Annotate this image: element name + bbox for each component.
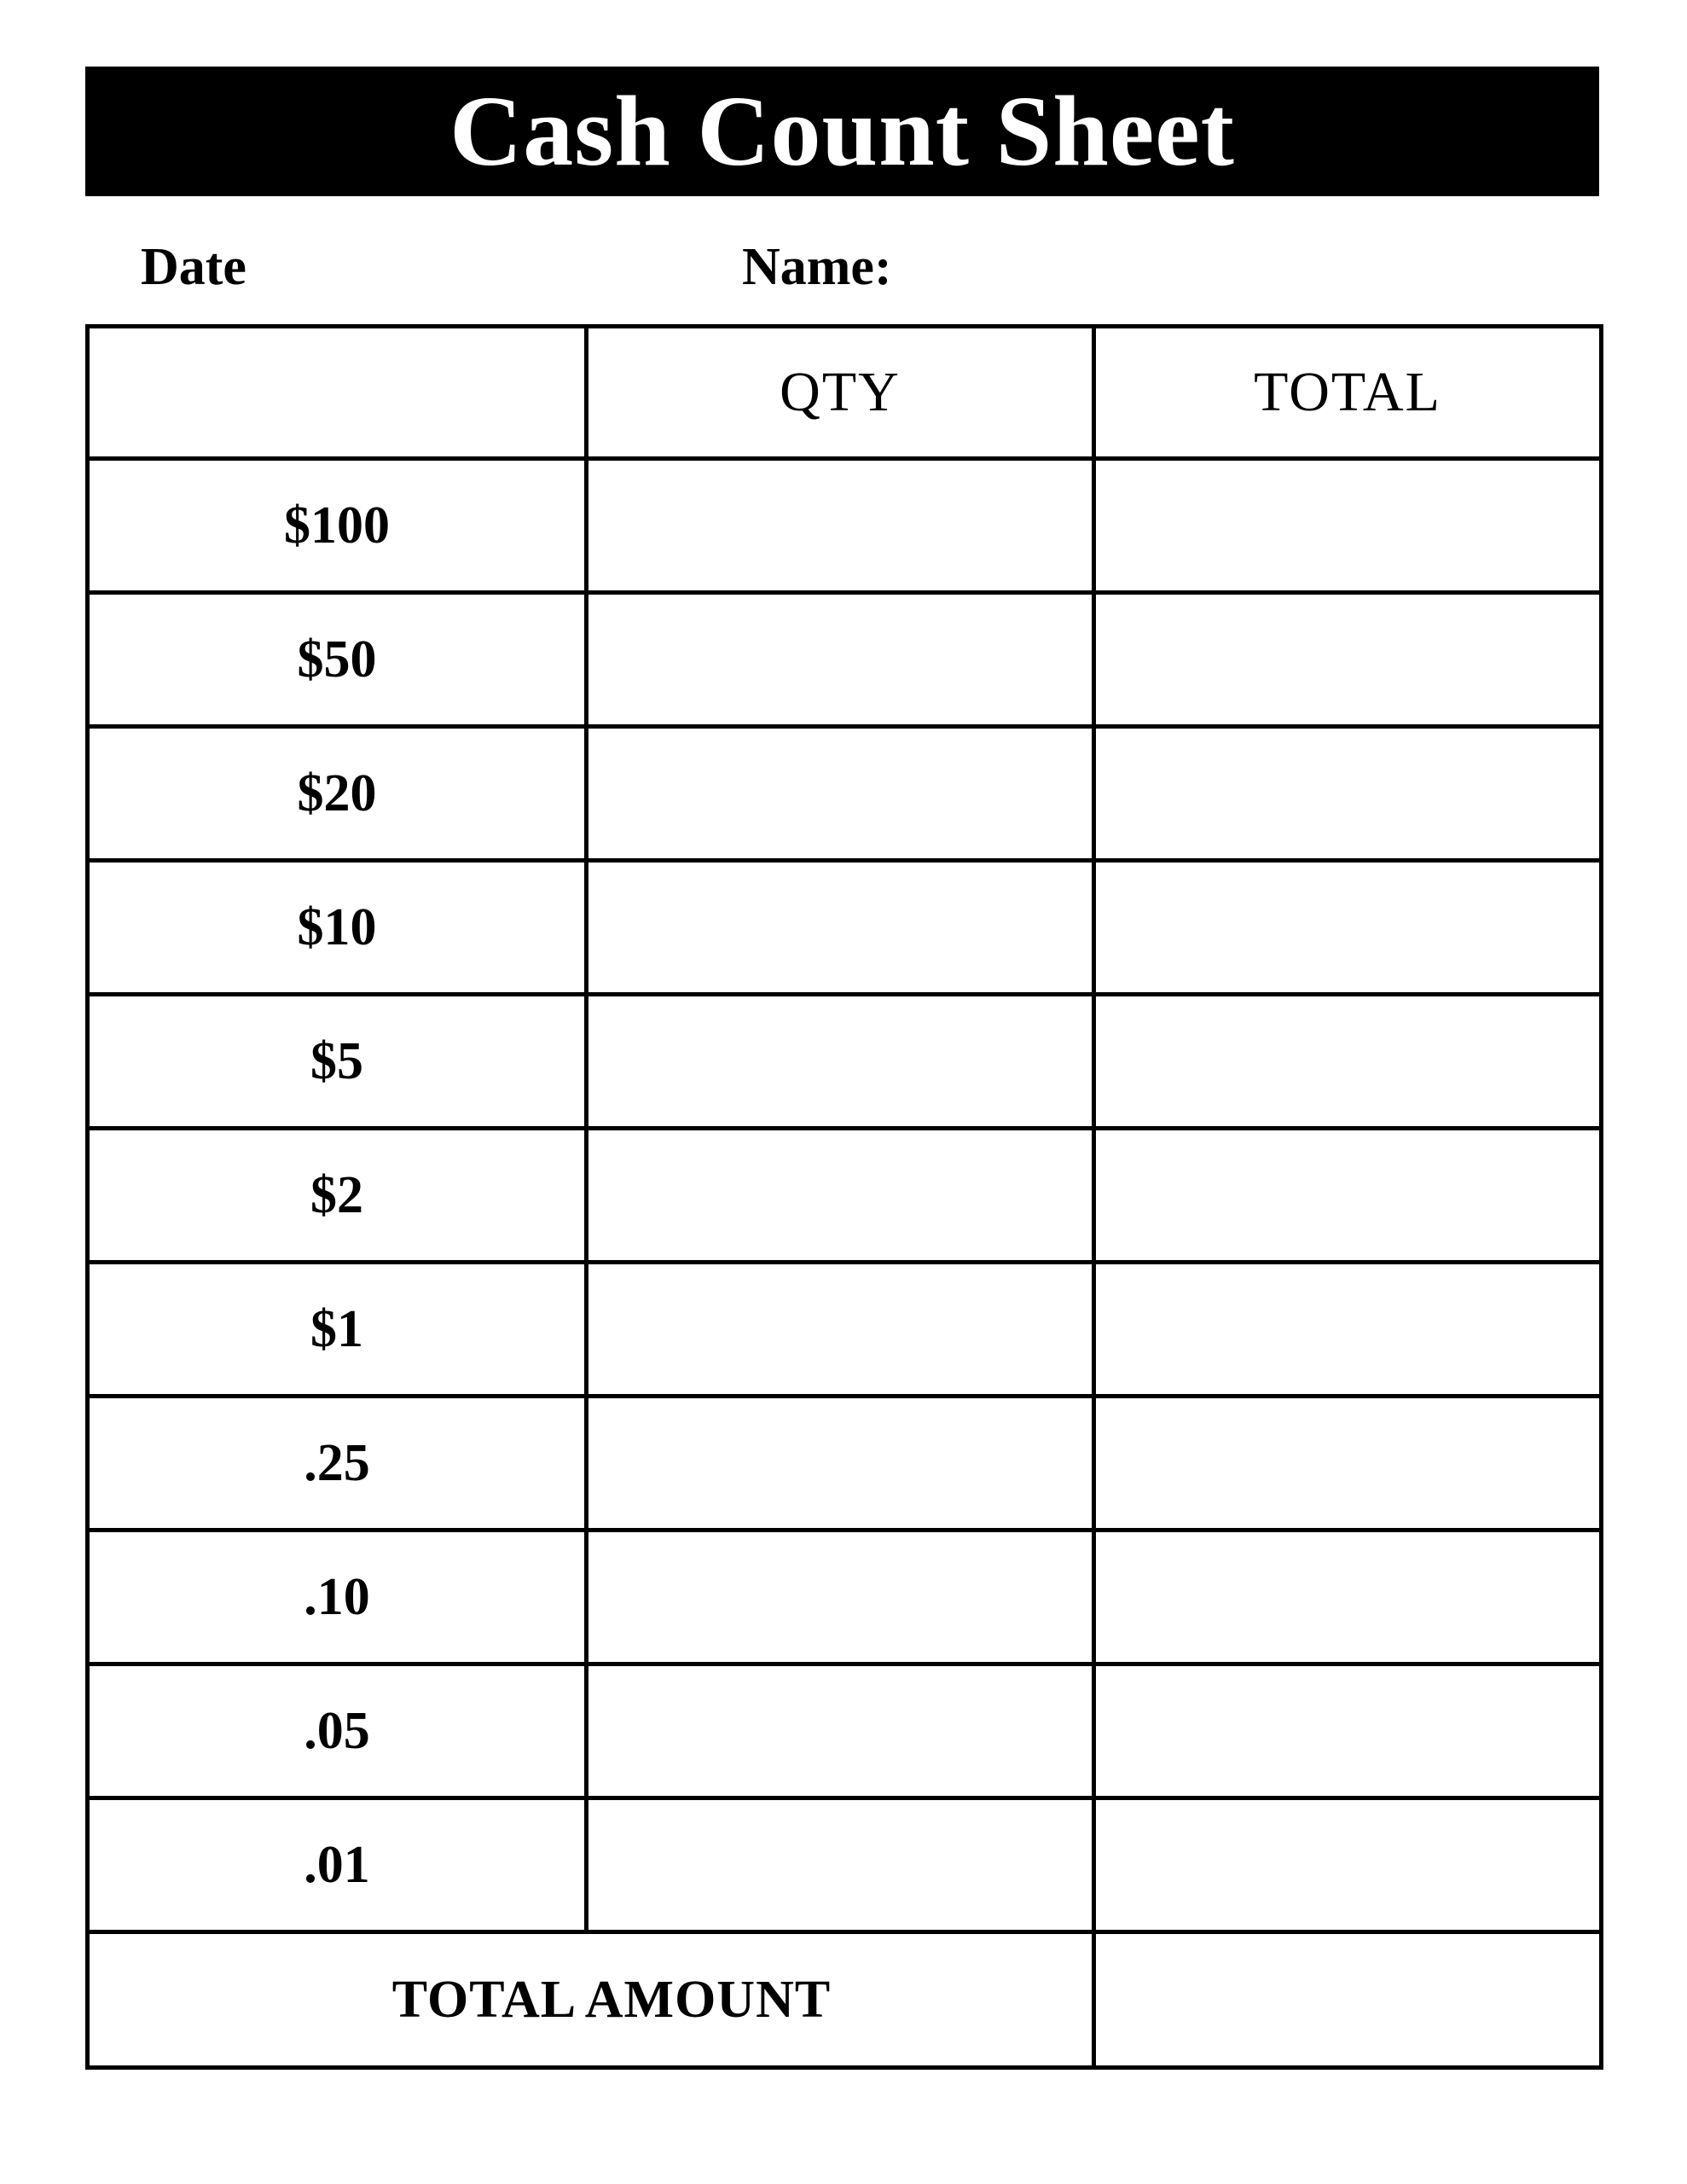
total-entry-field[interactable]	[1094, 459, 1602, 593]
table-row	[88, 1798, 1602, 1932]
denomination-label: .25	[88, 1397, 587, 1531]
qty-entry-field[interactable]	[587, 1531, 1094, 1664]
cash-count-table	[85, 324, 1603, 2070]
qty-entry-field[interactable]	[587, 1129, 1094, 1263]
header-cell-total: TOTAL	[1094, 327, 1602, 459]
denomination-label: $5	[88, 995, 587, 1129]
meta-row	[85, 237, 1599, 304]
name-label: Name:	[742, 238, 892, 296]
total-entry-field[interactable]	[1094, 727, 1602, 861]
table-footer-row	[88, 1932, 1602, 2068]
denomination-label: $10	[88, 861, 587, 995]
table-row	[88, 1263, 1602, 1397]
header-cell-denomination	[88, 327, 587, 459]
header-cell-qty: QTY	[587, 327, 1094, 459]
total-entry-field[interactable]	[1094, 1664, 1602, 1798]
table-row	[88, 995, 1602, 1129]
table-row	[88, 1664, 1602, 1798]
denomination-label: $1	[88, 1263, 587, 1397]
denomination-label: .01	[88, 1798, 587, 1932]
total-entry-field[interactable]	[1094, 1397, 1602, 1531]
table-row	[88, 1397, 1602, 1531]
total-entry-field[interactable]	[1094, 861, 1602, 995]
table-row	[88, 861, 1602, 995]
denomination-label: $50	[88, 593, 587, 727]
total-entry-field[interactable]	[1094, 1531, 1602, 1664]
qty-entry-field[interactable]	[587, 1798, 1094, 1932]
table-header-row	[88, 327, 1602, 459]
qty-entry-field[interactable]	[587, 459, 1094, 593]
table-row	[88, 1531, 1602, 1664]
denomination-label: $100	[88, 459, 587, 593]
denomination-label: .05	[88, 1664, 587, 1798]
table-row	[88, 1129, 1602, 1263]
qty-entry-field[interactable]	[587, 861, 1094, 995]
qty-entry-field[interactable]	[587, 1263, 1094, 1397]
qty-entry-field[interactable]	[587, 1397, 1094, 1531]
qty-entry-field[interactable]	[587, 995, 1094, 1129]
total-entry-field[interactable]	[1094, 1129, 1602, 1263]
total-entry-field[interactable]	[1094, 995, 1602, 1129]
total-amount-label: TOTAL AMOUNT	[88, 1932, 1094, 2068]
page-title: Cash Count Sheet	[449, 75, 1235, 187]
denomination-label: .10	[88, 1531, 587, 1664]
qty-entry-field[interactable]	[587, 593, 1094, 727]
total-entry-field[interactable]	[1094, 1263, 1602, 1397]
table-row	[88, 459, 1602, 593]
qty-entry-field[interactable]	[587, 1664, 1094, 1798]
date-label: Date	[141, 238, 246, 296]
denomination-label: $2	[88, 1129, 587, 1263]
denomination-label: $20	[88, 727, 587, 861]
qty-entry-field[interactable]	[587, 727, 1094, 861]
title-banner	[85, 67, 1599, 196]
table-row	[88, 727, 1602, 861]
total-amount-field[interactable]	[1094, 1932, 1602, 2068]
table-row	[88, 593, 1602, 727]
total-entry-field[interactable]	[1094, 1798, 1602, 1932]
total-entry-field[interactable]	[1094, 593, 1602, 727]
